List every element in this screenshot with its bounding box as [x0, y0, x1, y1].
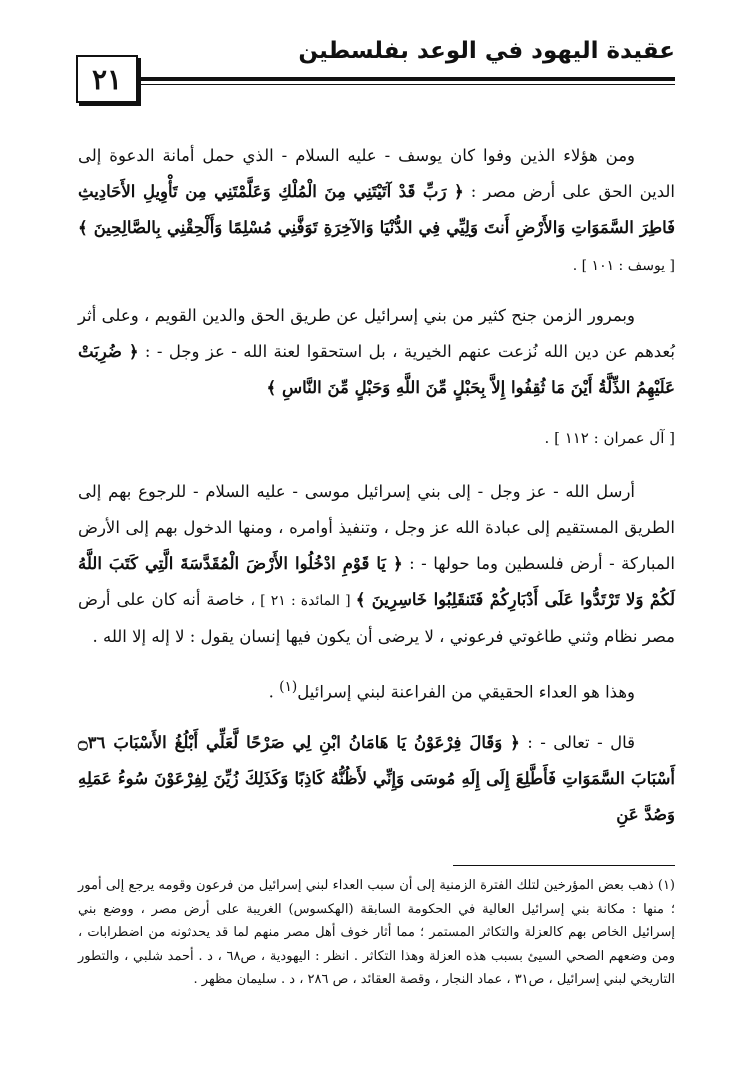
quran-verse-ghafir: ﴿ وَقَالَ فِرْعَوْنُ يَا هَامَانُ ابْنِ لِي صَرْحًا لَّعَلِّي أَبْلُغُ الأَسْبَابَ ۝٣٦ أَسْبَابَ السَّمَوَاتِ فَأَطَّلِعَ إِلَى إِلَهِ مُوسَى وَإِنِّي لأَظُنُّهُ كَاذِبًا وَكَذَلِكَ زُيِّنَ لِفِرْعَوْنَ سُوءُ عَمَلِهِ وَصُدَّ عَنِ: [78, 732, 675, 824]
footnote-marker[interactable]: (١): [279, 679, 298, 695]
paragraph-1: [78, 138, 675, 284]
verse-reference-yusuf: [ يوسف : ١٠١ ] .: [572, 258, 675, 274]
paragraph-3: [78, 474, 675, 655]
footnote-separator: [453, 865, 675, 866]
header-rule: [140, 77, 675, 81]
verse-reference-al-maidah: [ المائدة : ٢١ ] ،: [250, 593, 356, 609]
paragraph-1-text: ومن هؤلاء الذين وفوا كان يوسف - عليه السلام - الذي حمل أمانة الدعوة إلى الدين الحق على أرض مصر :: [78, 146, 675, 201]
paragraph-5-text: قال - تعالى - :: [519, 732, 635, 752]
paragraph-4-end: .: [268, 682, 280, 702]
paragraph-5: [78, 725, 675, 833]
paragraph-3-text: أرسل الله - عز وجل - إلى بني إسرائيل موسى - عليه السلام - للرجوع بهم إلى الطريق المستقيم إلى عبادة الله عز وجل ، وتنفيذ أوامره ، ومنها الدخول بهم إلى الأرض المباركة - أرض فلسطين وما حولها - :: [78, 482, 675, 573]
running-header-title: عقيدة اليهود في الوعد بفلسطين: [298, 38, 675, 64]
main-text: [78, 138, 675, 847]
verse-reference-al-imran: [ آل عمران : ١١٢ ] .: [544, 429, 675, 447]
paragraph-3-continuation: خاصة أنه كان على أرض مصر نظام وثني طاغوتي فرعوني ، لا يرضى أن يكون فيها إنسان يقول : لا إله إلا الله .: [78, 590, 675, 646]
quran-verse-yusuf: ﴿ رَبِّ قَدْ آتَيْتَنِي مِنَ الْمُلْكِ وَعَلَّمْتَنِي مِن تَأْوِيلِ الأَحَادِيثِ فَاطِرَ السَّمَوَاتِ وَالأَرْضِ أَنتَ وَلِيِّي فِي الدُّنْيَا وَالآخِرَةِ تَوَفَّنِي مُسْلِمًا وَأَلْحِقْنِي بِالصَّالِحِينَ ﴾: [78, 182, 675, 237]
paragraph-2-text: وبمرور الزمن جنح كثير من بني إسرائيل عن طريق الحق والدين القويم ، وعلى أثر بُعدهم عن دين الله نُزعت عنهم الخيرية ، بل استحقوا لعنة الله - عز وجل - :: [78, 306, 675, 361]
footnote-text: (١) ذهب بعض المؤرخين لتلك الفترة الزمنية إلى أن سبب العداء لبني إسرائيل من فرعون وقومه يرجع إلى أمور ؛ منها : مكانة بني إسرائيل العالية في الحكومة السابقة (الهكسوس) الغريبة على أرض مصر ، ووضع بني إسرائيل الخاص بهم كالعزلة والتكاثر المستمر ؛ مما أثار خوف أهل مصر منهم لما قد يحدثونه من اضطرابات ، ومن وضعهم الصحي السيئ بسبب هذه العزلة وهذا التكاثر . انظر : اليهودية ، ص٦٨ ، د . أحمد شلبي ، والتطور التاريخي لبني إسرائيل ، ص٣١ ، عماد النجار ، وقصة العقائد ، ص ٢٨٦ ، د . سليمان مظهر .: [78, 878, 675, 987]
page-number: ٢١: [76, 55, 138, 103]
quran-verse-al-maidah: ﴿ يَا قَوْمِ ادْخُلُوا الأَرْضَ الْمُقَدَّسَةَ الَّتِي كَتَبَ اللَّهُ لَكُمْ وَلا تَرْتَدُّوا عَلَى أَدْبَارِكُمْ فَتَنقَلِبُوا خَاسِرِينَ ﴾: [78, 554, 675, 609]
paragraph-4: [78, 669, 675, 711]
header-rule-thin: [140, 84, 675, 85]
footnote: [78, 874, 675, 992]
quran-verse-al-imran: ﴿ ضُرِبَتْ عَلَيْهِمُ الذِّلَّةُ أَيْنَ مَا ثُقِفُوا إِلاَّ بِحَبْلٍ مِّنَ اللَّهِ وَحَبْلٍ مِّنَ النَّاسِ ﴾: [78, 342, 675, 397]
paragraph-4-text: وهذا هو العداء الحقيقي من الفراعنة لبني إسرائيل: [297, 682, 635, 702]
paragraph-2: [78, 298, 675, 406]
